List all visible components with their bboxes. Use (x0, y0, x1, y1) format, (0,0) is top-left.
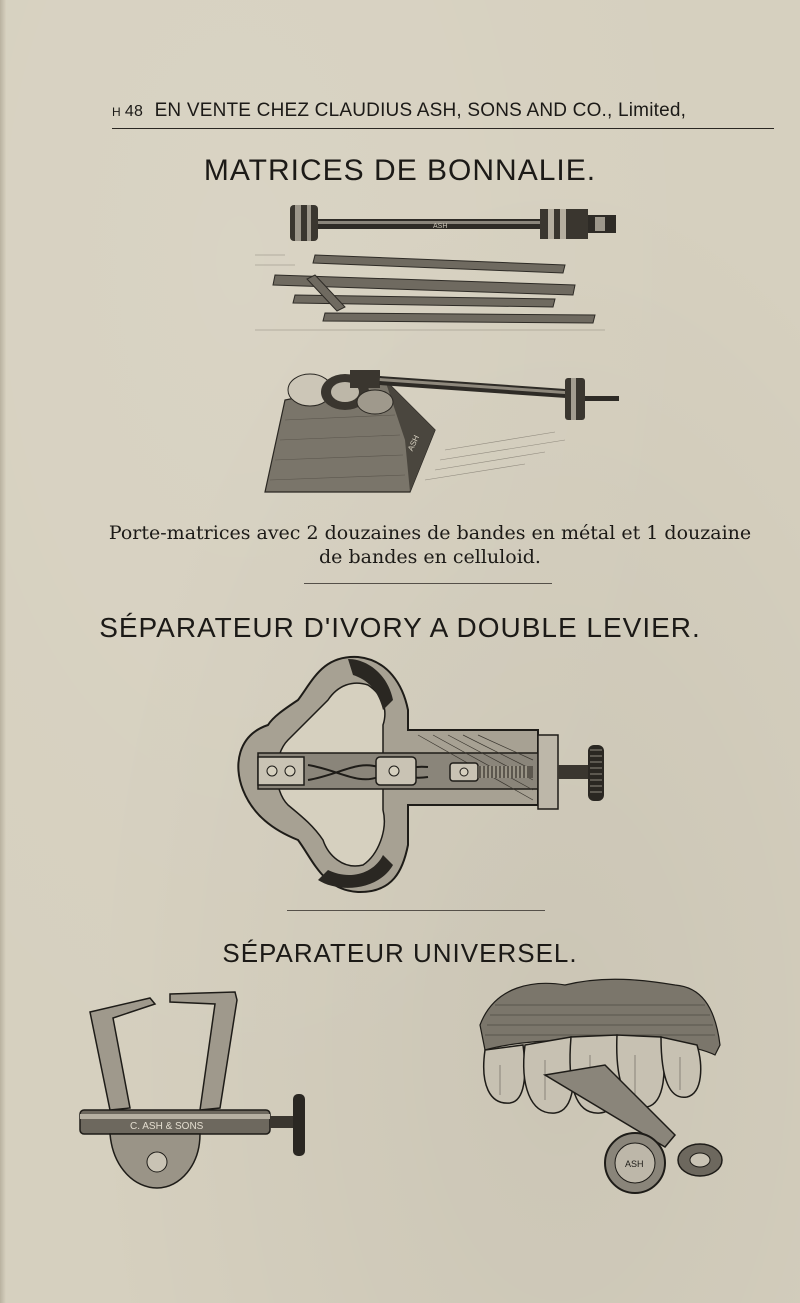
rod-mark: ASH (433, 223, 448, 230)
caption-line-2: de bandes en celluloid. (319, 546, 541, 568)
ivory-separator-engraving (228, 655, 613, 895)
caption-line-1: Porte-matrices avec 2 douzaines de bandes en métal et 1 douzaine (108, 522, 752, 544)
running-header (112, 100, 772, 122)
stand-mark: ASH (406, 433, 422, 453)
page-edge (0, 0, 6, 1303)
universal-separator-tool-engraving (75, 990, 315, 1190)
section-title-ivory-separator: SÉPARATEUR D'IVORY A DOUBLE LEVIER. (99, 612, 701, 643)
page-number: H 48 (112, 103, 144, 120)
header-text: EN VENTE CHEZ CLAUDIUS ASH, SONS AND CO., Limited, (154, 100, 687, 121)
bar-mark: C. ASH & SONS (130, 1121, 204, 1132)
section-title-matrices: MATRICES DE BONNALIE. (203, 154, 597, 187)
universal-separator-on-teeth-engraving (475, 975, 725, 1205)
section-divider (287, 910, 545, 911)
section-title-universal-separator: SÉPARATEUR UNIVERSEL. (222, 938, 578, 968)
wheel-mark: ASH (625, 1159, 644, 1169)
section1-caption (100, 521, 760, 569)
section-divider (304, 583, 552, 584)
matrix-holder-with-bands-engraving (255, 195, 615, 340)
header-rule (112, 128, 774, 129)
matrix-holder-on-stand-engraving (245, 360, 625, 500)
